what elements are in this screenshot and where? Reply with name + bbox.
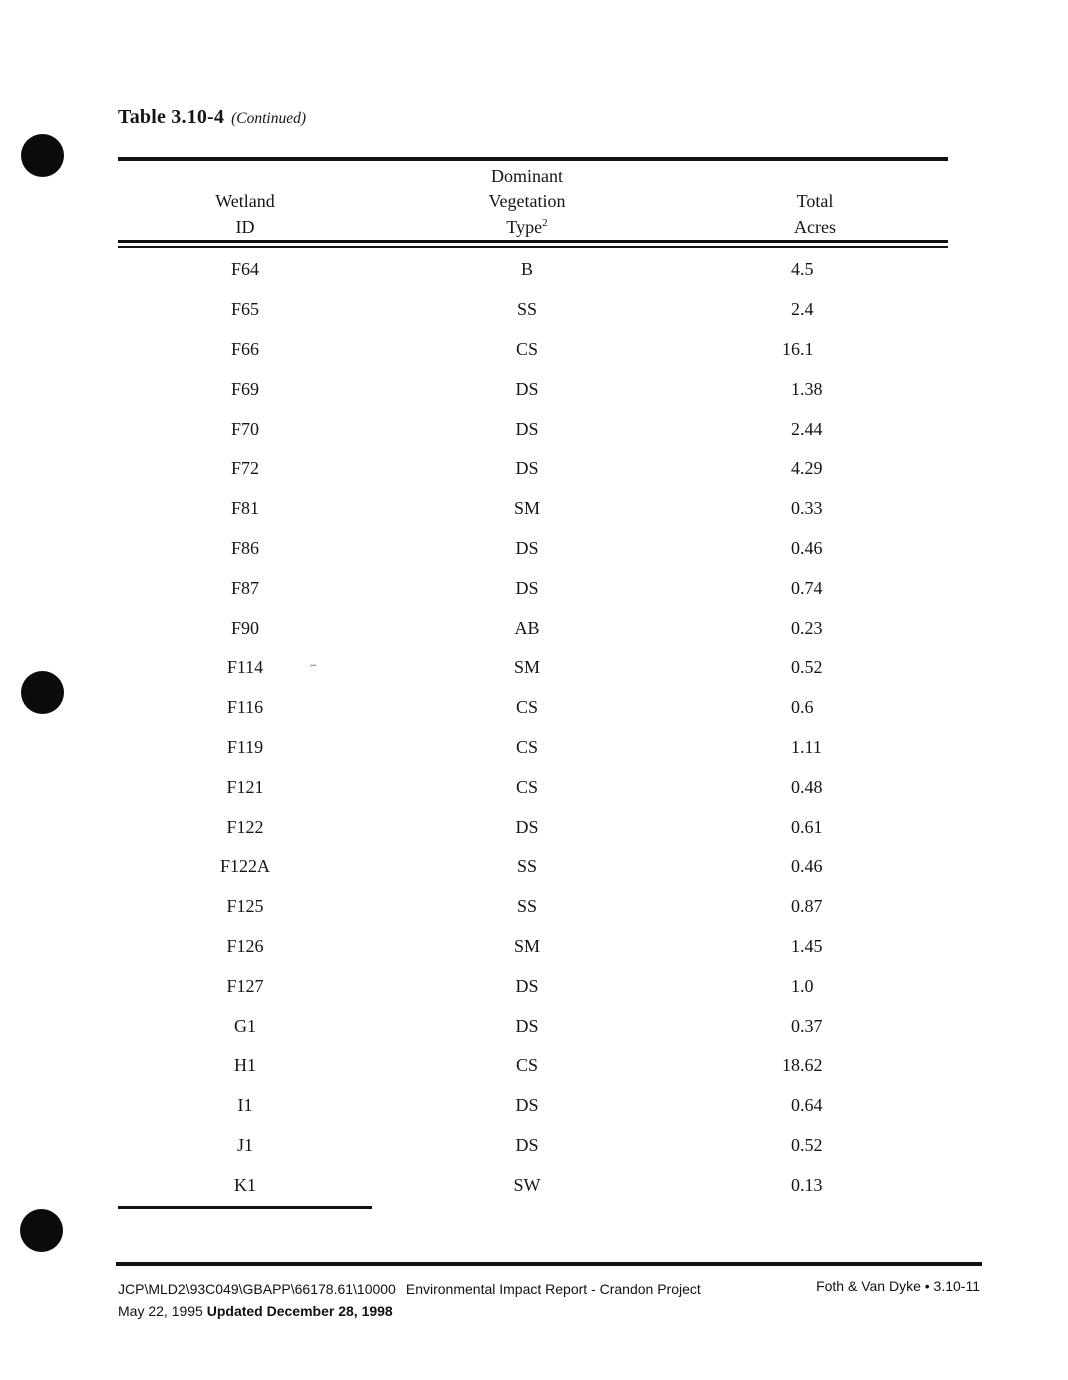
wetland-id-cell [118,379,372,400]
total-acres-cell [682,697,948,718]
wetlands-table [118,157,948,1209]
table-row [118,1006,948,1046]
vegetation-type-cell: SS [516,856,538,877]
wetland-id-cell [118,697,372,718]
acres-integer-part: 1 [791,935,800,956]
table-row [118,290,948,330]
table-row [118,409,948,449]
vegetation-type-cell: DS [515,816,539,837]
table-row [118,529,948,569]
wetland-id-cell [118,299,372,320]
vegetation-type-cell: AB [514,617,540,638]
acres-integer-part: 0 [791,577,800,598]
vegetation-type-cell: SM [513,935,540,956]
total-acres-cell [682,259,948,280]
hole-punch-icon [21,134,64,177]
wetland-id-value: G1 [234,1015,256,1036]
vegetation-type-cell: SW [513,1174,541,1195]
total-acres-cell [682,1055,948,1076]
wetland-id-value: F116 [226,697,264,718]
table-row [118,688,948,728]
hole-punch-icon [21,671,64,714]
acres-fraction-part: .48 [800,776,823,797]
total-acres-cell [682,538,948,559]
vegetation-type-cell: CS [515,736,539,757]
table-row [118,489,948,529]
vegetation-type-cell: DS [515,1134,539,1155]
vegetation-type-cell: DS [515,1095,539,1116]
wetland-id-cell [118,1095,372,1116]
wetland-id-cell [118,618,372,639]
wetland-id-cell [118,657,372,678]
table-row [118,568,948,608]
wetland-id-value: F64 [230,259,259,280]
acres-integer-part: 0 [791,537,800,558]
acres-fraction-part: .33 [800,498,823,519]
hole-punch-icon [20,1209,63,1252]
vegetation-type-cell: CS [515,338,539,359]
wetland-id-value: F81 [230,498,259,519]
total-acres-cell [682,379,948,400]
table-row [118,608,948,648]
acres-fraction-part: .29 [800,458,823,479]
wetland-id-cell [118,817,372,838]
acres-fraction-part: .37 [800,1015,823,1036]
total-acres-cell [682,896,948,917]
vegetation-type-cell: DS [515,458,539,479]
header-line: Total [796,191,834,211]
wetland-id-cell [118,1016,372,1037]
total-acres-cell [682,618,948,639]
table-row [118,369,948,409]
acres-integer-part: 18 [782,1055,800,1076]
footer-left-block [118,1278,701,1322]
table-row [118,927,948,967]
header-line: Dominant [491,165,563,186]
wetland-id-cell [118,1135,372,1156]
total-acres-cell [682,657,948,678]
footer-date: May 22, 1995 [118,1303,203,1319]
acres-fraction-part: .46 [800,856,823,877]
total-acres-cell [682,976,948,997]
wetland-id-value: F125 [226,896,264,917]
acres-integer-part: 0 [791,1015,800,1036]
acres-integer-part: 0 [791,1174,800,1195]
wetland-id-value: I1 [237,1095,253,1116]
wetland-id-value: F122 [226,816,264,837]
table-title-continued: (Continued) [231,110,307,127]
acres-fraction-part: .11 [800,736,822,757]
acres-integer-part: 0 [791,896,800,917]
total-acres-cell [682,737,948,758]
table-row [118,966,948,1006]
acres-fraction-part: .44 [800,418,823,439]
acres-integer-part: 16 [782,338,800,359]
wetland-id-value: J1 [236,1134,253,1155]
acres-fraction-part: .46 [800,537,823,558]
acres-fraction-part: .38 [800,378,823,399]
total-acres-cell [682,419,948,440]
footer-page-reference: Foth & Van Dyke • 3.10-11 [816,1278,980,1294]
total-acres-cell [682,936,948,957]
header-line: Acres [794,216,836,237]
total-acres-cell [682,856,948,877]
acres-integer-part: 1 [791,736,800,757]
wetland-id-cell [118,419,372,440]
vegetation-type-cell: SM [513,657,540,678]
acres-fraction-part: .61 [800,816,823,837]
wetland-id-cell [118,458,372,479]
acres-fraction-part: .13 [800,1174,823,1195]
table-bottom-partial-rule [118,1206,372,1209]
header-wetland-id [118,161,372,240]
acres-fraction-part: .87 [800,896,823,917]
wetland-id-cell [118,737,372,758]
table-title-number: Table 3.10-4 [118,106,225,128]
footnote-reference: 2 [542,216,548,229]
table-row [118,1046,948,1086]
wetland-id-value: F87 [230,577,259,598]
acres-integer-part: 0 [791,816,800,837]
acres-fraction-part: .6 [800,697,814,718]
acres-fraction-part: .23 [800,617,823,638]
acres-integer-part: 2 [791,299,800,320]
acres-integer-part: 0 [791,856,800,877]
footer-line-1 [118,1278,701,1300]
footer-report-title: Environmental Impact Report - Crandon Project [405,1281,701,1297]
wetland-id-value: K1 [234,1174,256,1195]
table-row [118,728,948,768]
table-row [118,887,948,927]
wetland-id-value: F69 [230,378,259,399]
vegetation-type-cell: DS [515,975,539,996]
acres-fraction-part: .45 [800,935,823,956]
wetland-id-value: F65 [230,299,259,320]
vegetation-type-cell: SS [516,299,538,320]
vegetation-type-cell: DS [515,1015,539,1036]
table-rows [118,250,948,1205]
table-header-row [118,161,948,240]
table-row [118,648,948,688]
table-row [118,1086,948,1126]
header-line: Type$^2$ [506,216,548,237]
acres-integer-part: 4 [791,259,800,280]
wetland-id-value: F66 [230,338,259,359]
acres-integer-part: 0 [791,657,800,678]
acres-fraction-part: .0 [800,975,814,996]
header-double-rule [118,240,948,248]
total-acres-cell [682,578,948,599]
acres-fraction-part: .5 [800,259,814,280]
header-line: ID [235,216,255,237]
acres-integer-part: 0 [791,1095,800,1116]
total-acres-cell [682,777,948,798]
acres-fraction-part: .62 [800,1055,823,1076]
total-acres-cell [682,1135,948,1156]
wetland-id-value: F122A [219,856,270,877]
wetland-id-cell [118,259,372,280]
acres-fraction-part: .52 [800,1134,823,1155]
vegetation-type-cell: DS [515,537,539,558]
wetland-id-cell [118,538,372,559]
header-line: Vegetation [488,191,566,211]
total-acres-cell [682,498,948,519]
acres-integer-part: 0 [791,776,800,797]
wetland-id-value: F114 [226,657,264,678]
wetland-id-cell [118,578,372,599]
acres-integer-part: 4 [791,458,800,479]
table-row [118,807,948,847]
wetland-id-cell [118,976,372,997]
wetland-id-value: F86 [230,537,259,558]
header-total-acres [682,161,948,240]
wetland-id-cell [118,339,372,360]
wetland-id-cell [118,1055,372,1076]
total-acres-cell [682,817,948,838]
acres-integer-part: 0 [791,617,800,638]
acres-fraction-part: .74 [800,577,823,598]
wetland-id-value: F127 [226,975,264,996]
vegetation-type-cell: CS [515,776,539,797]
wetland-id-value: F72 [230,458,259,479]
wetland-id-value: F119 [226,736,264,757]
acres-integer-part: 0 [791,498,800,519]
acres-fraction-part: .1 [800,338,814,359]
table-row [118,330,948,370]
wetland-id-cell [118,936,372,957]
wetland-id-cell [118,1175,372,1196]
wetland-id-cell [118,498,372,519]
table-row [118,847,948,887]
acres-integer-part: 2 [791,418,800,439]
vegetation-type-cell: DS [515,378,539,399]
header-dominant-vegetation-type [372,161,682,240]
vegetation-type-cell: DS [515,577,539,598]
acres-integer-part: 0 [791,697,800,718]
table-title [118,106,306,129]
total-acres-cell [682,339,948,360]
wetland-id-value: F90 [230,617,259,638]
wetland-id-cell [118,777,372,798]
vegetation-type-cell: SM [513,498,540,519]
total-acres-cell [682,458,948,479]
wetland-id-cell [118,856,372,877]
acres-integer-part: 0 [791,1134,800,1155]
table-row [118,767,948,807]
acres-fraction-part: .64 [800,1095,823,1116]
table-row [118,449,948,489]
footer-rule [116,1262,982,1266]
table-row [118,250,948,290]
total-acres-cell [682,299,948,320]
table-row [118,1165,948,1205]
wetland-id-value: F126 [226,935,264,956]
vegetation-type-cell: CS [515,1055,539,1076]
footer-line-2 [118,1300,701,1322]
wetland-id-value: F121 [226,776,264,797]
acres-fraction-part: .52 [800,657,823,678]
vegetation-type-cell: SS [516,896,538,917]
acres-integer-part: 1 [791,378,800,399]
wetland-id-value: H1 [234,1055,256,1076]
footer-updated-date: Updated December 28, 1998 [206,1303,393,1319]
scan-artifact-mark: ~ [309,660,317,673]
acres-fraction-part: .4 [800,299,814,320]
acres-integer-part: 1 [791,975,800,996]
vegetation-type-cell: CS [515,697,539,718]
total-acres-cell [682,1095,948,1116]
total-acres-cell [682,1175,948,1196]
wetland-id-value: F70 [230,418,259,439]
wetland-id-cell [118,896,372,917]
vegetation-type-cell: B [520,259,533,280]
vegetation-type-cell: DS [515,418,539,439]
footer-file-path: JCP\MLD2\93C049\GBAPP\66178.61\10000 [118,1281,396,1297]
table-row [118,1126,948,1166]
total-acres-cell [682,1016,948,1037]
header-line: Wetland [215,191,275,211]
